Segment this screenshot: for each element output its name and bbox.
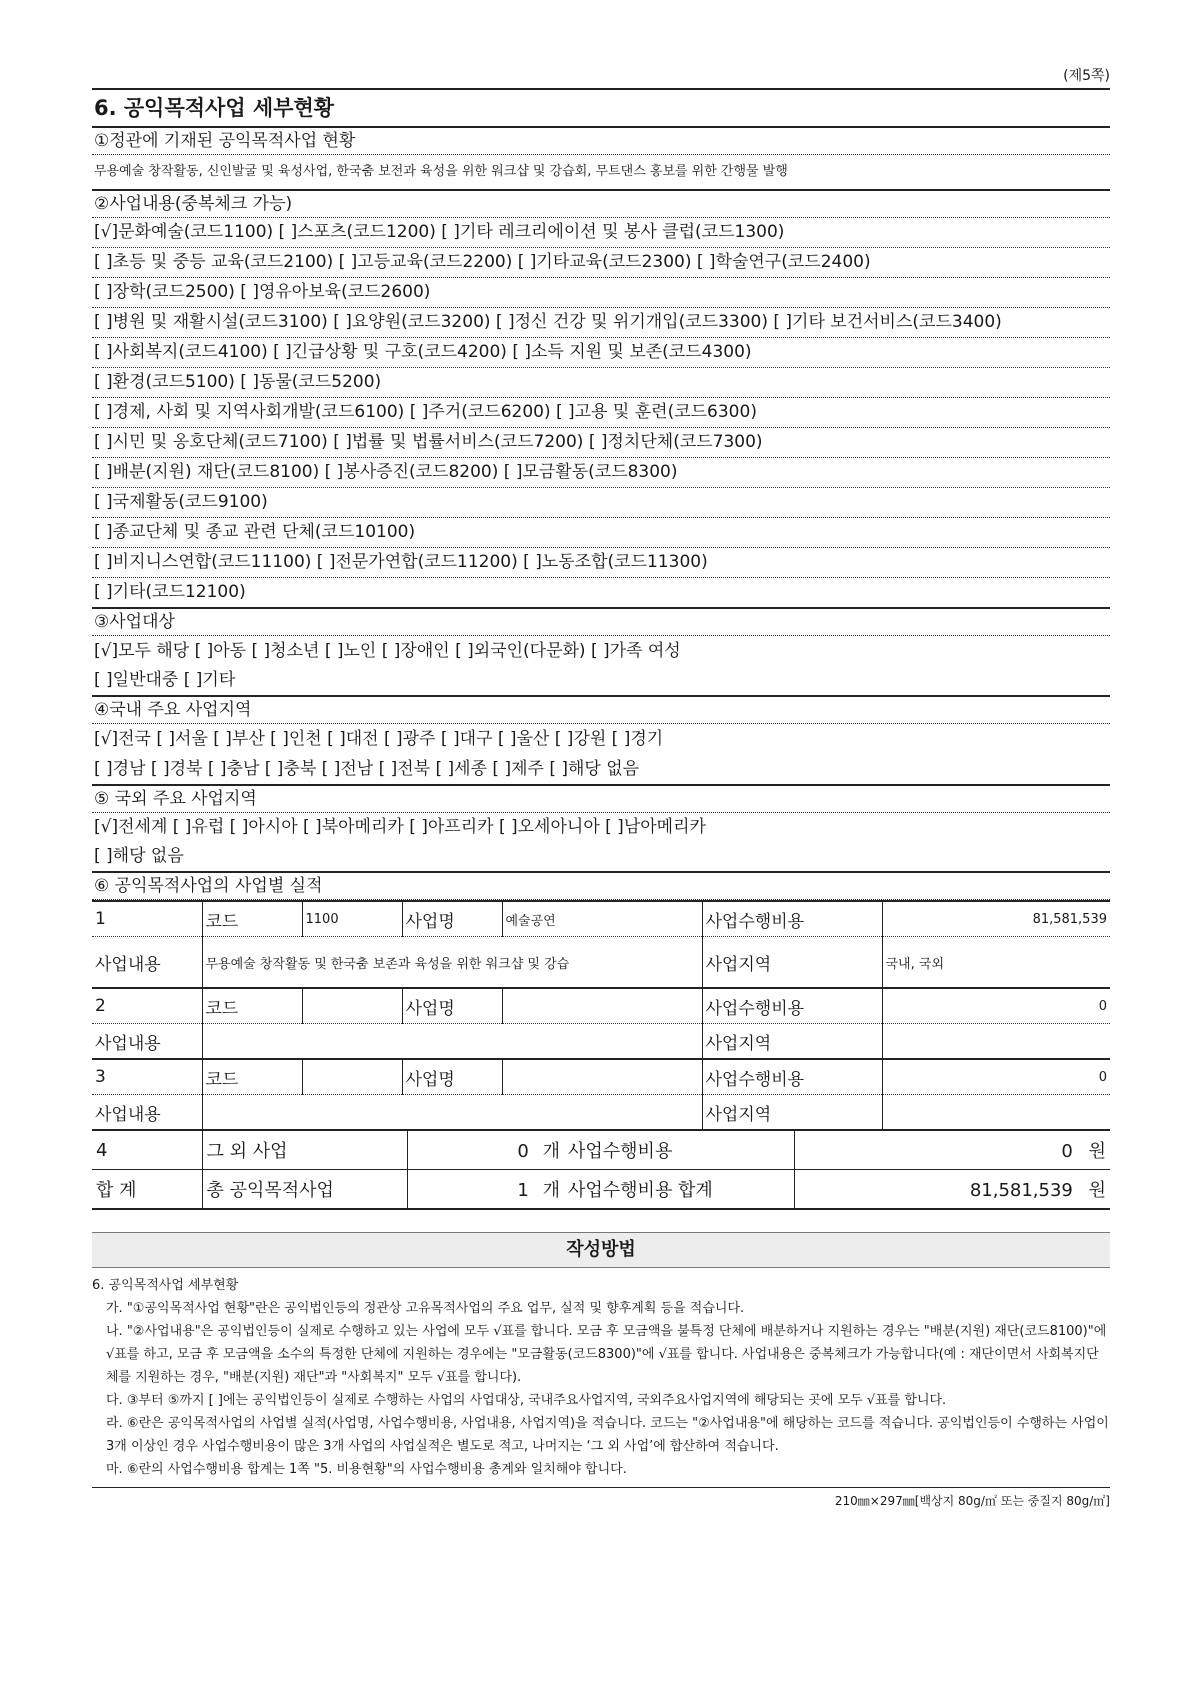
table-row — [92, 937, 1110, 989]
count-unit: 개 — [542, 1141, 560, 1162]
content-value[interactable] — [202, 1095, 702, 1131]
s2-line[interactable]: [ ]경제, 사회 및 지역사회개발(코드6100) [ ]주거(코드6200) [ ]고용 및 훈련(코드6300) — [92, 398, 1110, 428]
region-value[interactable]: 국내, 국외 — [882, 937, 1110, 989]
s2-line[interactable]: [ ]종교단체 및 종교 관련 단체(코드10100) — [92, 518, 1110, 548]
s1-content: 무용예술 창작활동, 신인발굴 및 육성사업, 한국춤 보전과 육성을 위한 워크샵 및 강습회, 무트댄스 홍보를 위한 간행물 발행 — [94, 164, 788, 179]
s6-heading: ⑥ 공익목적사업의 사업별 실적 — [92, 871, 1110, 900]
other-row — [92, 1131, 1110, 1170]
instructions — [92, 1274, 1110, 1481]
region-value[interactable] — [882, 1095, 1110, 1131]
cost-label: 사업수행비용 — [702, 901, 882, 937]
content-value[interactable]: 무용예술 창작활동 및 한국춤 보존과 육성을 위한 워크샵 및 강습 — [202, 937, 702, 989]
s2-line[interactable]: [ ]국제활동(코드9100) — [92, 488, 1110, 518]
total-cost[interactable]: 81,581,539 — [969, 1180, 1073, 1201]
instruction-item: 라. ⑥란은 공익목적사업의 사업별 실적(사업명, 사업수행비용, 사업내용, 사업지역)을 적습니다. 코드는 "②사업내용"에 해당하는 코드를 적습니다. 공익법인등이 수행하는 사업이 3개 이상인 경우 사업수행비용이 많은 3개 사업의 사업실적은 별도로 적고, 나머지는 ‘그 외 사업’에 합산하여 적습니다. — [106, 1416, 1109, 1454]
row-number: 1 — [92, 901, 202, 937]
cost-value[interactable]: 81,581,539 — [882, 901, 1110, 937]
s3-line[interactable]: [√]모두 해당 [ ]아동 [ ]청소년 [ ]노인 [ ]장애인 [ ]외국인(다문화) [ ]가족 여성 — [94, 641, 681, 661]
total-count[interactable]: 1 — [517, 1180, 529, 1201]
name-label: 사업명 — [402, 1059, 502, 1095]
other-count[interactable]: 0 — [517, 1141, 529, 1162]
name-value[interactable]: 예술공연 — [502, 901, 702, 937]
other-label: 그 외 사업 — [202, 1131, 407, 1170]
instructions-heading: 6. 공익목적사업 세부현황 — [92, 1278, 239, 1293]
code-value[interactable]: 1100 — [302, 901, 402, 937]
table-row — [92, 1024, 1110, 1060]
total-projects-label: 총 공익목적사업 — [202, 1170, 407, 1210]
content-value[interactable] — [202, 1024, 702, 1060]
code-label: 코드 — [202, 1059, 302, 1095]
s4-heading: ④국내 주요 사업지역 — [92, 695, 1110, 724]
won-unit: 원 — [1088, 1141, 1106, 1162]
performance-table — [92, 900, 1110, 1131]
form-page — [92, 64, 1110, 1509]
code-label: 코드 — [202, 901, 302, 937]
s2-line[interactable]: [ ]초등 및 중등 교육(코드2100) [ ]고등교육(코드2200) [ ]기타교육(코드2300) [ ]학술연구(코드2400) — [92, 248, 1110, 278]
table-row — [92, 1059, 1110, 1095]
instruction-item: 가. "①공익목적사업 현황"란은 공익법인등의 정관상 고유목적사업의 주요 업무, 실적 및 향후계획 등을 적습니다. — [106, 1301, 745, 1316]
region-label: 사업지역 — [702, 1024, 882, 1060]
instruction-item: 마. ⑥란의 사업수행비용 합계는 1쪽 "5. 비용현황"의 사업수행비용 총계와 일치해야 합니다. — [106, 1462, 627, 1477]
s4-line[interactable]: [√]전국 [ ]서울 [ ]부산 [ ]인천 [ ]대전 [ ]광주 [ ]대구 [ ]울산 [ ]강원 [ ]경기 — [94, 729, 664, 749]
section-title: 6. 공익목적사업 세부현황 — [92, 88, 1110, 128]
cost-label: 사업수행비용 — [564, 1131, 794, 1170]
s4-line[interactable]: [ ]경남 [ ]경북 [ ]충남 [ ]충북 [ ]전남 [ ]전북 [ ]세종 [ ]제주 [ ]해당 없음 — [94, 759, 640, 779]
instruction-item: 다. ③부터 ⑤까지 [ ]에는 공익법인등이 실제로 수행하는 사업의 사업대상, 국내주요사업지역, 국외주요사업지역에 해당되는 곳에 모두 √표를 합니다. — [106, 1393, 947, 1408]
s2-line[interactable]: [ ]기타(코드12100) — [94, 582, 246, 602]
content-label: 사업내용 — [92, 937, 202, 989]
s5-line[interactable]: [√]전세계 [ ]유럽 [ ]아시아 [ ]북아메리카 [ ]아프리카 [ ]오세아니아 [ ]남아메리카 — [94, 817, 706, 837]
table-row — [92, 988, 1110, 1024]
region-value[interactable] — [882, 1024, 1110, 1060]
code-value[interactable] — [302, 988, 402, 1024]
row-number: 2 — [92, 988, 202, 1024]
s5-heading: ⑤ 국외 주요 사업지역 — [92, 784, 1110, 813]
other-cost[interactable]: 0 — [1061, 1141, 1073, 1162]
s2-line[interactable]: [ ]병원 및 재활시설(코드3100) [ ]요양원(코드3200) [ ]정신 건강 및 위기개입(코드3300) [ ]기타 보건서비스(코드3400) — [92, 308, 1110, 338]
summary-table — [92, 1131, 1110, 1210]
count-unit: 개 — [542, 1180, 560, 1201]
content-label: 사업내용 — [92, 1024, 202, 1060]
s2-line[interactable]: [ ]장학(코드2500) [ ]영유아보육(코드2600) — [92, 278, 1110, 308]
s5-line[interactable]: [ ]해당 없음 — [94, 846, 184, 866]
cost-label: 사업수행비용 — [702, 988, 882, 1024]
page-number: (제5쪽) — [1063, 68, 1110, 84]
won-unit: 원 — [1088, 1180, 1106, 1201]
row-number: 3 — [92, 1059, 202, 1095]
region-label: 사업지역 — [702, 1095, 882, 1131]
s2-line[interactable]: [ ]비지니스연합(코드11100) [ ]전문가연합(코드11200) [ ]노동조합(코드11300) — [92, 548, 1110, 578]
instruction-item: 나. "②사업내용"은 공익법인등이 실제로 수행하고 있는 사업에 모두 √표를 합니다. 모금 후 모금액을 불특정 단체에 배분하거나 지원하는 경우는 "배분(지원) 재단(코드8100)"에 √표를 하고, 모금 후 모금액을 소수의 특정한 단체에 지원하는 경우에는 "모금활동(코드8300)"에 √표를 합니다. 사업내용은 중복체크가 가능합니다(예 : 재단이면서 사회복지단체를 지원하는 경우, "배분(지원) 재단"과 "사회복지" 모두 √표를 합니다). — [106, 1324, 1107, 1385]
content-label: 사업내용 — [92, 1095, 202, 1131]
s2-heading: ②사업내용(중복체크 가능) — [92, 189, 1110, 218]
s1-heading: ①정관에 기재된 공익목적사업 현황 — [92, 128, 1110, 155]
row-number: 4 — [92, 1131, 202, 1170]
s2-line[interactable]: [√]문화예술(코드1100) [ ]스포츠(코드1200) [ ]기타 레크리에이션 및 봉사 클럽(코드1300) — [92, 218, 1110, 248]
s3-heading: ③사업대상 — [92, 607, 1110, 636]
total-label: 합 계 — [92, 1170, 202, 1210]
total-cost-label: 사업수행비용 합계 — [564, 1170, 794, 1210]
name-label: 사업명 — [402, 901, 502, 937]
s2-line[interactable]: [ ]시민 및 옹호단체(코드7100) [ ]법률 및 법률서비스(코드7200) [ ]정치단체(코드7300) — [92, 428, 1110, 458]
code-label: 코드 — [202, 988, 302, 1024]
s2-line[interactable]: [ ]배분(지원) 재단(코드8100) [ ]봉사증진(코드8200) [ ]모금활동(코드8300) — [92, 458, 1110, 488]
cost-label: 사업수행비용 — [702, 1059, 882, 1095]
name-value[interactable] — [502, 1059, 702, 1095]
paper-spec: 210㎜×297㎜[백상지 80g/㎡ 또는 중질지 80g/㎡] — [92, 1487, 1110, 1509]
instructions-bar: 작성방법 — [92, 1232, 1110, 1268]
region-label: 사업지역 — [702, 937, 882, 989]
name-value[interactable] — [502, 988, 702, 1024]
s2-line[interactable]: [ ]사회복지(코드4100) [ ]긴급상황 및 구호(코드4200) [ ]소득 지원 및 보존(코드4300) — [92, 338, 1110, 368]
s2-line[interactable]: [ ]환경(코드5100) [ ]동물(코드5200) — [92, 368, 1110, 398]
name-label: 사업명 — [402, 988, 502, 1024]
cost-value[interactable]: 0 — [882, 988, 1110, 1024]
cost-value[interactable]: 0 — [882, 1059, 1110, 1095]
table-row — [92, 1095, 1110, 1131]
table-row — [92, 901, 1110, 937]
s3-line[interactable]: [ ]일반대중 [ ]기타 — [94, 670, 236, 690]
total-row — [92, 1170, 1110, 1210]
code-value[interactable] — [302, 1059, 402, 1095]
